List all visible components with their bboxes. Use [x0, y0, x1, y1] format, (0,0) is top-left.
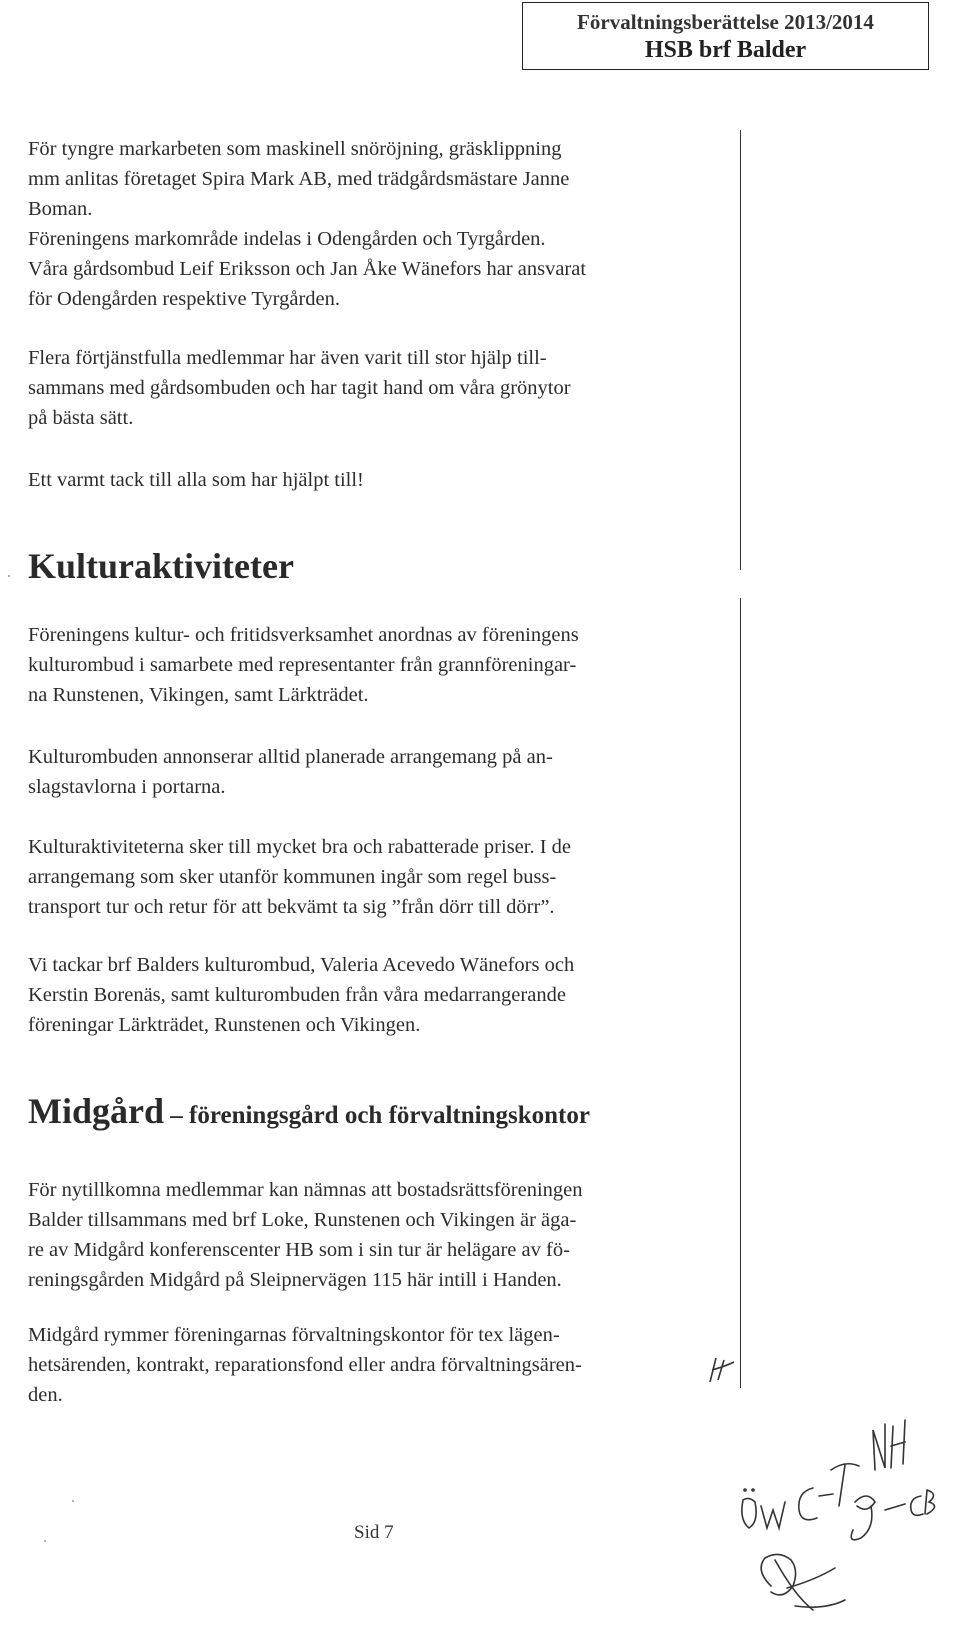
report-title: Förvaltningsberättelse 2013/2014: [577, 10, 874, 34]
text-line: Boman.: [28, 198, 93, 220]
text-line: re av Midgård konferenscenter HB som i sin tur är helägare av fö-: [28, 1239, 570, 1261]
scan-speck: [72, 1500, 74, 1502]
paragraph-markarbeten: [28, 134, 728, 314]
text-line: på bästa sätt.: [28, 407, 134, 429]
paragraph-medlemmar: [28, 343, 728, 433]
section-heading-kultur: Kulturaktiviteter: [28, 546, 294, 586]
paragraph-tack: [28, 465, 728, 495]
heading-dash: –: [164, 1102, 190, 1129]
page-number: Sid 7: [354, 1522, 394, 1543]
paragraph-kultur-verksamhet: [28, 620, 728, 710]
text-line: kulturombud i samarbete med representanter från grannföreningar-: [28, 654, 577, 676]
heading-main: Midgård: [28, 1091, 165, 1131]
paragraph-midgard-kontor: [28, 1320, 728, 1410]
association-name: HSB brf Balder: [644, 37, 807, 63]
document-header: [522, 2, 929, 70]
text-line: Midgård rymmer föreningarnas förvaltningskontor för tex lägen-: [28, 1324, 560, 1346]
text-line: Kerstin Borenäs, samt kulturombuden från våra medarrangerande: [28, 984, 566, 1006]
handwritten-initial: [700, 1350, 740, 1390]
text-line: Vi tackar brf Balders kulturombud, Valeria Acevedo Wänefors och: [28, 954, 575, 976]
text-line: För tyngre markarbeten som maskinell snöröjning, gräsklippning: [28, 138, 562, 160]
text-line: arrangemang som sker utanför kommunen ingår som regel buss-: [28, 866, 557, 888]
margin-rule: [740, 598, 741, 1388]
paragraph-kultur-annonser: [28, 742, 728, 802]
text-line: För nytillkomna medlemmar kan nämnas att bostadsrättsföreningen: [28, 1179, 583, 1201]
paragraph-midgard-agare: [28, 1175, 728, 1295]
text-line: Föreningens markområde indelas i Odengården och Tyrgården.: [28, 228, 546, 250]
text-line: för Odengården respektive Tyrgården.: [28, 288, 341, 310]
text-line: den.: [28, 1384, 63, 1406]
text-line: transport tur och retur för att bekvämt ta sig ”från dörr till dörr”.: [28, 896, 555, 918]
text-line: slagstavlorna i portarna.: [28, 776, 226, 798]
text-line: Kulturaktiviteterna sker till mycket bra och rabatterade priser. I de: [28, 836, 572, 858]
text-line: Flera förtjänstfulla medlemmar har även varit till stor hjälp till-: [28, 347, 547, 369]
paragraph-kultur-priser: [28, 832, 728, 922]
text-line: hetsärenden, kontrakt, reparationsfond eller andra förvaltningsären-: [28, 1354, 582, 1376]
paragraph-kultur-tack: [28, 950, 728, 1040]
text-line: Våra gårdsombud Leif Eriksson och Jan Åke Wänefors har ansvarat: [28, 258, 587, 280]
text-line: mm anlitas företaget Spira Mark AB, med trädgårdsmästare Janne: [28, 168, 570, 190]
scan-speck: [44, 1540, 46, 1542]
text-line: reningsgården Midgård på Sleipnervägen 115 här intill i Handen.: [28, 1269, 562, 1291]
margin-rule: [740, 130, 741, 570]
heading-sub: föreningsgård och förvaltningskontor: [189, 1102, 590, 1129]
text-line: Ett varmt tack till alla som har hjälpt till!: [28, 469, 364, 491]
text-line: Balder tillsammans med brf Loke, Runstenen och Vikingen är äga-: [28, 1209, 577, 1231]
text-line: föreningar Lärkträdet, Runstenen och Vikingen.: [28, 1014, 421, 1036]
text-line: na Runstenen, Vikingen, samt Lärkträdet.: [28, 684, 369, 706]
text-line: Kulturombuden annonserar alltid planerade arrangemang på an-: [28, 746, 553, 768]
scan-speck: [8, 575, 10, 577]
handwritten-signatures: [735, 1410, 945, 1635]
text-line: sammans med gårdsombuden och har tagit hand om våra grönytor: [28, 377, 571, 399]
section-heading-midgard: [28, 1090, 590, 1132]
text-line: Föreningens kultur- och fritidsverksamhet anordnas av föreningens: [28, 624, 579, 646]
